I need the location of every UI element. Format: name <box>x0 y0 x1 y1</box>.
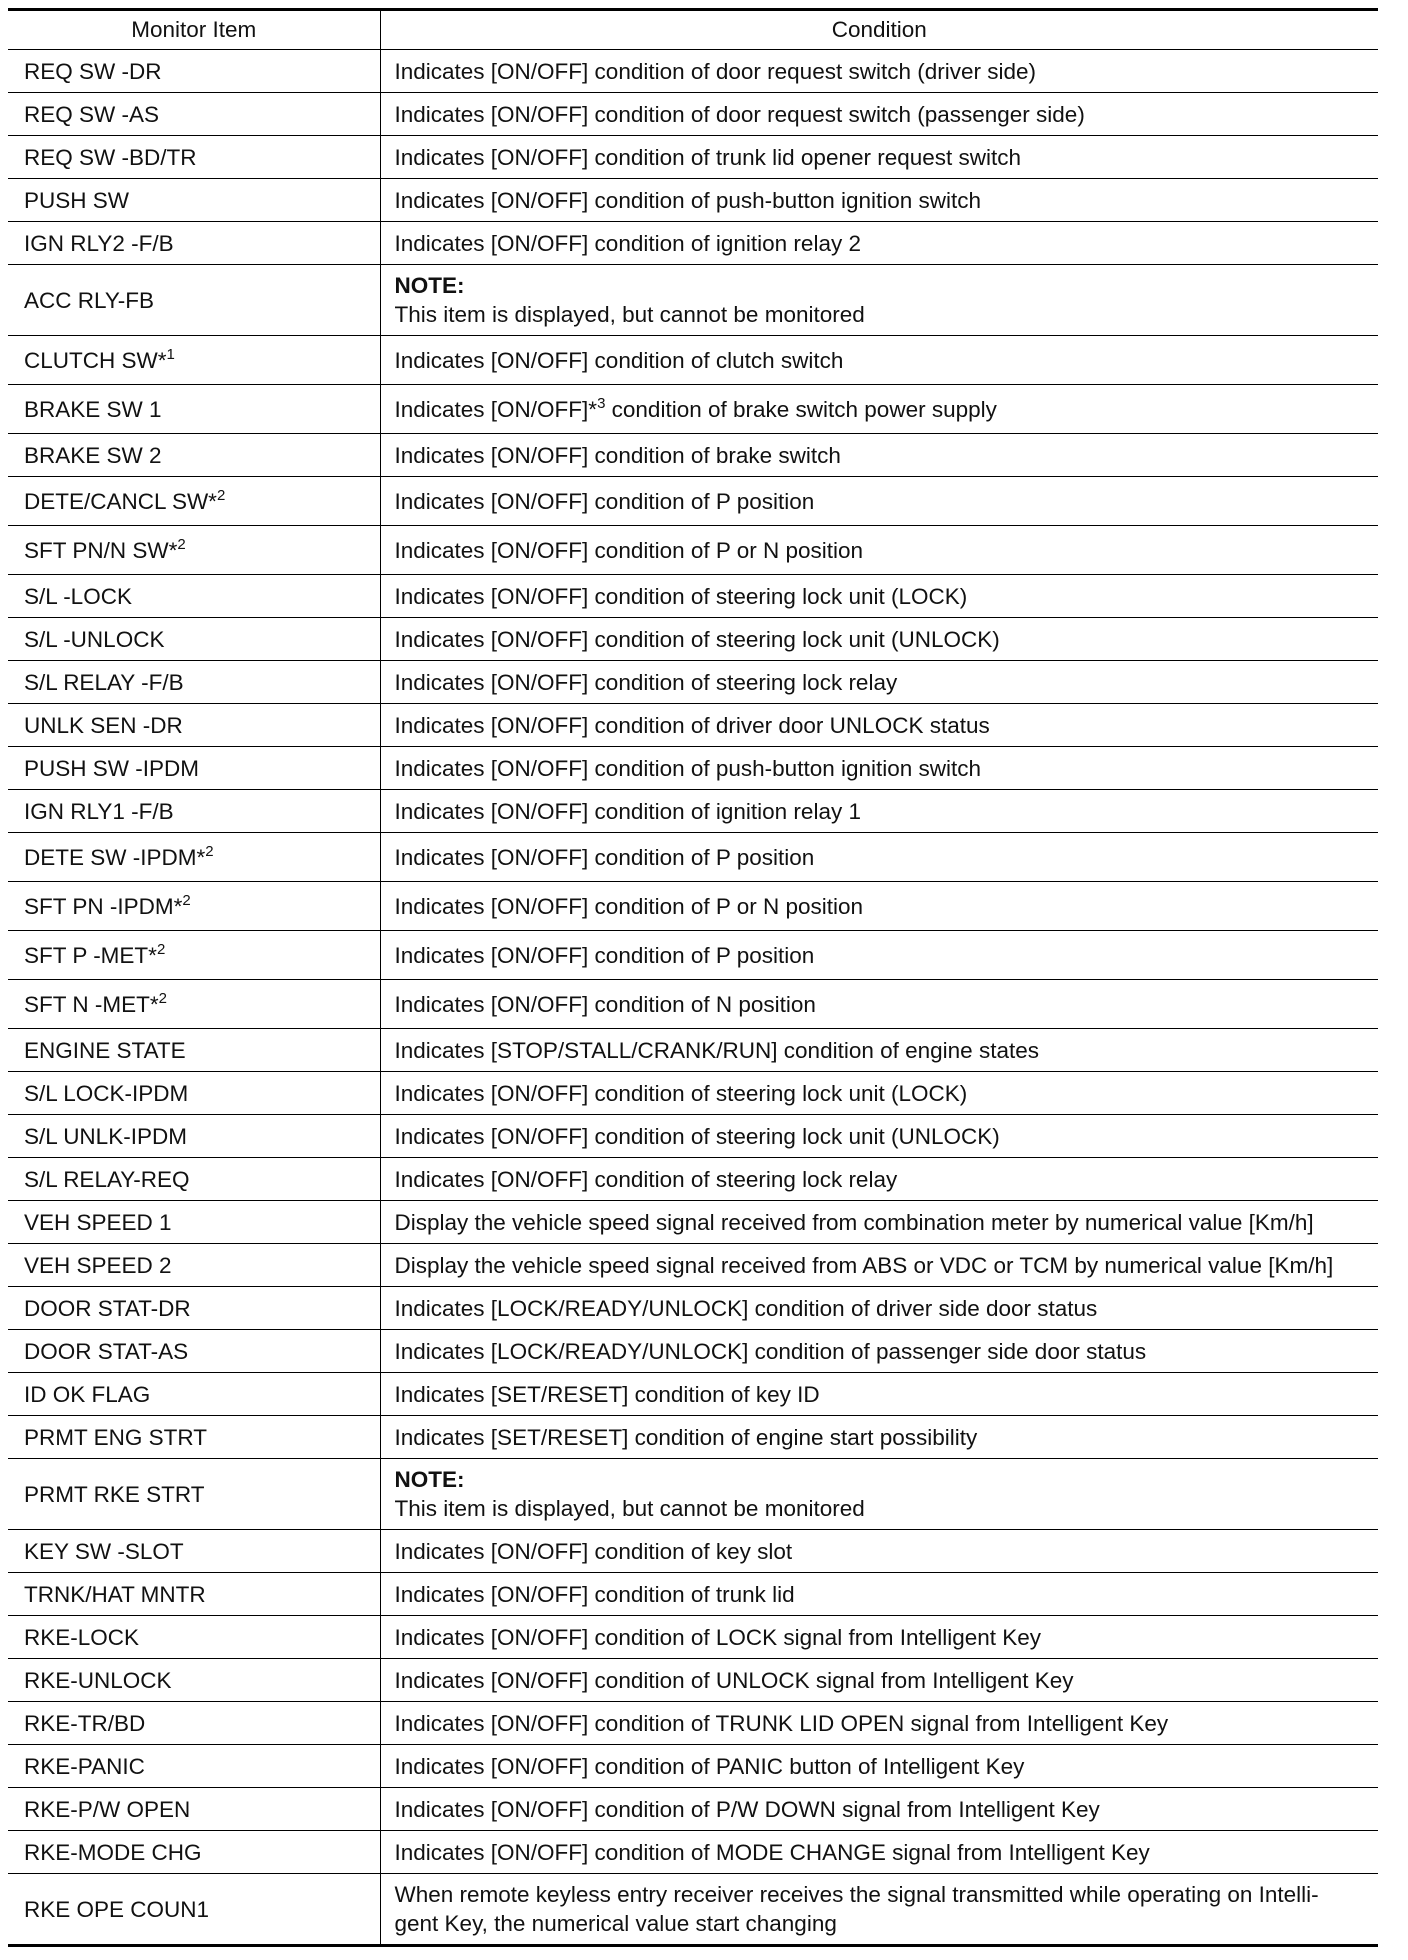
table-row <box>8 385 1378 434</box>
condition-line-1: When remote keyless entry receiver receives the signal transmitted while operating on Intelli- <box>394 1882 1319 1907</box>
monitor-item-table <box>8 8 1378 1947</box>
condition: Indicates [ON/OFF] condition of trunk lid <box>380 1573 1378 1616</box>
monitor-item-label: DETE/CANCL SW* <box>24 488 217 514</box>
monitor-item: PUSH SW <box>8 179 380 222</box>
monitor-item <box>8 477 380 526</box>
condition: Indicates [ON/OFF] condition of steering lock unit (LOCK) <box>380 1072 1378 1115</box>
condition: Indicates [ON/OFF] condition of P or N position <box>380 526 1378 575</box>
monitor-item: KEY SW -SLOT <box>8 1530 380 1573</box>
condition: Indicates [ON/OFF] condition of ignition relay 1 <box>380 790 1378 833</box>
table-row <box>8 1459 1378 1530</box>
table-row <box>8 1029 1378 1072</box>
monitor-item-label: SFT P -MET* <box>24 942 157 968</box>
condition: Indicates [ON/OFF] condition of P position <box>380 931 1378 980</box>
monitor-item: REQ SW -AS <box>8 93 380 136</box>
monitor-item: RKE OPE COUN1 <box>8 1874 380 1946</box>
table-row <box>8 1659 1378 1702</box>
condition: Indicates [ON/OFF] condition of door request switch (driver side) <box>380 50 1378 93</box>
monitor-item <box>8 980 380 1029</box>
table-row <box>8 477 1378 526</box>
condition: Indicates [ON/OFF] condition of MODE CHANGE signal from Intelligent Key <box>380 1831 1378 1874</box>
monitor-item: S/L UNLK-IPDM <box>8 1115 380 1158</box>
condition: Indicates [ON/OFF] condition of TRUNK LID OPEN signal from Intelligent Key <box>380 1702 1378 1745</box>
monitor-item: IGN RLY1 -F/B <box>8 790 380 833</box>
table-row <box>8 1745 1378 1788</box>
condition-note <box>380 1459 1378 1530</box>
condition: Indicates [LOCK/READY/UNLOCK] condition of driver side door status <box>380 1287 1378 1330</box>
footnote-marker: 2 <box>205 842 214 860</box>
table-row <box>8 1573 1378 1616</box>
condition-note <box>380 265 1378 336</box>
condition: Indicates [ON/OFF] condition of key slot <box>380 1530 1378 1573</box>
note-title: NOTE: <box>394 273 465 298</box>
condition: Indicates [ON/OFF] condition of P/W DOWN signal from Intelligent Key <box>380 1788 1378 1831</box>
monitor-item: ID OK FLAG <box>8 1373 380 1416</box>
monitor-item-label: SFT N -MET* <box>24 991 159 1017</box>
condition: Indicates [SET/RESET] condition of engine start possibility <box>380 1416 1378 1459</box>
condition: Indicates [SET/RESET] condition of key ID <box>380 1373 1378 1416</box>
table-row <box>8 661 1378 704</box>
monitor-item: VEH SPEED 1 <box>8 1201 380 1244</box>
header-condition: Condition <box>380 10 1378 50</box>
condition: Indicates [ON/OFF] condition of N position <box>380 980 1378 1029</box>
footnote-marker: 2 <box>182 891 191 909</box>
monitor-item: ACC RLY-FB <box>8 265 380 336</box>
monitor-item: BRAKE SW 1 <box>8 385 380 434</box>
monitor-item: S/L -LOCK <box>8 575 380 618</box>
monitor-item: PRMT ENG STRT <box>8 1416 380 1459</box>
monitor-item: RKE-UNLOCK <box>8 1659 380 1702</box>
table-row <box>8 1530 1378 1573</box>
table-row <box>8 336 1378 385</box>
monitor-item: VEH SPEED 2 <box>8 1244 380 1287</box>
monitor-item: S/L LOCK-IPDM <box>8 1072 380 1115</box>
condition: Indicates [ON/OFF] condition of steering lock relay <box>380 1158 1378 1201</box>
condition-text-end: condition of brake switch power supply <box>605 396 997 422</box>
table-row <box>8 833 1378 882</box>
monitor-item: RKE-PANIC <box>8 1745 380 1788</box>
table-row <box>8 265 1378 336</box>
table-row <box>8 222 1378 265</box>
table-row <box>8 618 1378 661</box>
condition: Display the vehicle speed signal received from combination meter by numerical value [Km/h] <box>380 1201 1378 1244</box>
monitor-item-label: DETE SW -IPDM* <box>24 844 206 870</box>
note-text: This item is displayed, but cannot be monitored <box>394 302 865 327</box>
condition: Indicates [ON/OFF] condition of push-button ignition switch <box>380 747 1378 790</box>
condition: Display the vehicle speed signal received from ABS or VDC or TCM by numerical value [Km/h] <box>380 1244 1378 1287</box>
monitor-item: ENGINE STATE <box>8 1029 380 1072</box>
condition: Indicates [ON/OFF] condition of P position <box>380 833 1378 882</box>
condition: Indicates [ON/OFF] condition of steering lock relay <box>380 661 1378 704</box>
footnote-marker: 2 <box>158 989 167 1007</box>
table-row <box>8 179 1378 222</box>
monitor-item: PUSH SW -IPDM <box>8 747 380 790</box>
table-row <box>8 1072 1378 1115</box>
condition: Indicates [ON/OFF] condition of trunk lid opener request switch <box>380 136 1378 179</box>
monitor-item <box>8 931 380 980</box>
condition: Indicates [ON/OFF] condition of ignition relay 2 <box>380 222 1378 265</box>
condition: Indicates [ON/OFF] condition of P or N position <box>380 882 1378 931</box>
condition <box>380 385 1378 434</box>
monitor-item: BRAKE SW 2 <box>8 434 380 477</box>
table-row <box>8 1874 1378 1946</box>
table-row <box>8 1416 1378 1459</box>
condition: Indicates [ON/OFF] condition of LOCK signal from Intelligent Key <box>380 1616 1378 1659</box>
condition: Indicates [STOP/STALL/CRANK/RUN] condition of engine states <box>380 1029 1378 1072</box>
condition: Indicates [ON/OFF] condition of clutch switch <box>380 336 1378 385</box>
monitor-item: PRMT RKE STRT <box>8 1459 380 1530</box>
table-row <box>8 1788 1378 1831</box>
monitor-item <box>8 336 380 385</box>
note-text: This item is displayed, but cannot be monitored <box>394 1496 865 1521</box>
condition: Indicates [ON/OFF] condition of driver door UNLOCK status <box>380 704 1378 747</box>
table-row <box>8 790 1378 833</box>
condition: Indicates [ON/OFF] condition of brake switch <box>380 434 1378 477</box>
monitor-item: RKE-LOCK <box>8 1616 380 1659</box>
monitor-item-label: SFT PN/N SW* <box>24 537 178 563</box>
condition: Indicates [ON/OFF] condition of steering lock unit (UNLOCK) <box>380 618 1378 661</box>
footnote-marker: 3 <box>597 394 606 412</box>
note-title: NOTE: <box>394 1467 465 1492</box>
monitor-item: S/L -UNLOCK <box>8 618 380 661</box>
monitor-item: DOOR STAT-AS <box>8 1330 380 1373</box>
monitor-item: IGN RLY2 -F/B <box>8 222 380 265</box>
monitor-item: S/L RELAY-REQ <box>8 1158 380 1201</box>
monitor-item <box>8 526 380 575</box>
monitor-item: REQ SW -BD/TR <box>8 136 380 179</box>
footnote-marker: 2 <box>216 486 226 504</box>
condition-line-2: gent Key, the numerical value start changing <box>394 1911 837 1936</box>
monitor-item-label: SFT PN -IPDM* <box>24 893 183 919</box>
condition: Indicates [LOCK/READY/UNLOCK] condition of passenger side door status <box>380 1330 1378 1373</box>
monitor-item-label: CLUTCH SW* <box>24 347 167 373</box>
table-row <box>8 882 1378 931</box>
footnote-marker: 2 <box>156 940 166 958</box>
monitor-item: RKE-P/W OPEN <box>8 1788 380 1831</box>
condition: Indicates [ON/OFF] condition of PANIC button of Intelligent Key <box>380 1745 1378 1788</box>
table-row <box>8 50 1378 93</box>
table-row <box>8 1831 1378 1874</box>
table-row <box>8 526 1378 575</box>
monitor-item <box>8 833 380 882</box>
monitor-item: S/L RELAY -F/B <box>8 661 380 704</box>
monitor-item: DOOR STAT-DR <box>8 1287 380 1330</box>
table-row <box>8 1702 1378 1745</box>
monitor-item: REQ SW -DR <box>8 50 380 93</box>
table-row <box>8 747 1378 790</box>
condition <box>380 1874 1378 1946</box>
condition: Indicates [ON/OFF] condition of push-button ignition switch <box>380 179 1378 222</box>
condition: Indicates [ON/OFF] condition of steering lock unit (LOCK) <box>380 575 1378 618</box>
table-header-row <box>8 10 1378 50</box>
table-row <box>8 575 1378 618</box>
table-row <box>8 1373 1378 1416</box>
monitor-item: TRNK/HAT MNTR <box>8 1573 380 1616</box>
table-row <box>8 1330 1378 1373</box>
condition: Indicates [ON/OFF] condition of steering lock unit (UNLOCK) <box>380 1115 1378 1158</box>
condition-text-start: Indicates [ON/OFF]* <box>394 396 598 422</box>
condition: Indicates [ON/OFF] condition of door request switch (passenger side) <box>380 93 1378 136</box>
table-row <box>8 1616 1378 1659</box>
table-row <box>8 1244 1378 1287</box>
monitor-item: RKE-MODE CHG <box>8 1831 380 1874</box>
monitor-item: UNLK SEN -DR <box>8 704 380 747</box>
footnote-marker: 2 <box>177 535 186 553</box>
table-row <box>8 931 1378 980</box>
condition: Indicates [ON/OFF] condition of P position <box>380 477 1378 526</box>
footnote-marker: 1 <box>166 345 175 363</box>
table-row <box>8 1115 1378 1158</box>
table-row <box>8 704 1378 747</box>
table-row <box>8 980 1378 1029</box>
monitor-item <box>8 882 380 931</box>
document-page <box>8 8 1378 1947</box>
table-row <box>8 1158 1378 1201</box>
table-row <box>8 434 1378 477</box>
header-monitor-item: Monitor Item <box>8 10 380 50</box>
table-row <box>8 136 1378 179</box>
table-row <box>8 1201 1378 1244</box>
table-row <box>8 93 1378 136</box>
condition: Indicates [ON/OFF] condition of UNLOCK signal from Intelligent Key <box>380 1659 1378 1702</box>
monitor-item: RKE-TR/BD <box>8 1702 380 1745</box>
table-row <box>8 1287 1378 1330</box>
